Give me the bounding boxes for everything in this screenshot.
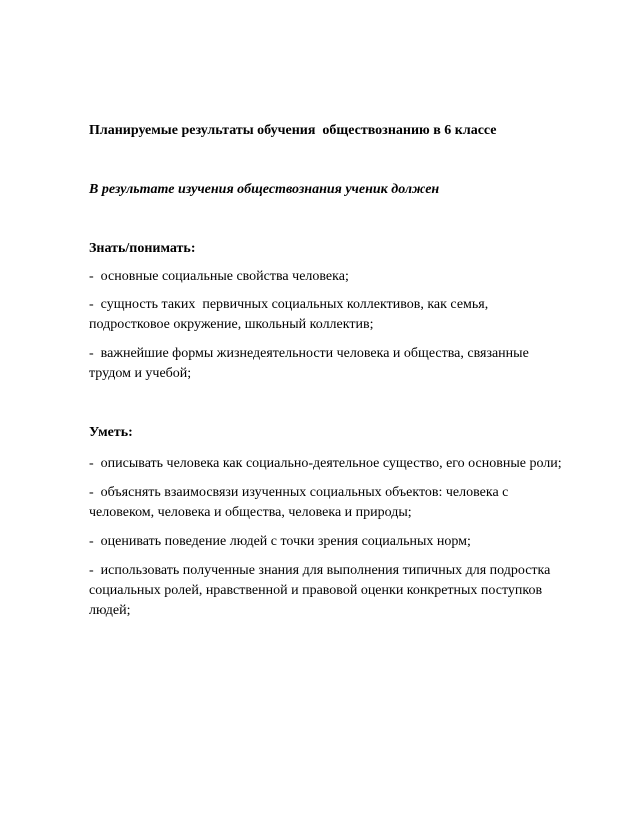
- know-item-3-line-2: трудом и учебой;: [89, 366, 192, 381]
- know-section-heading: Знать/понимать:: [89, 241, 196, 256]
- know-item-1-line-1: - основные социальные свойства человека;: [89, 269, 349, 284]
- know-item-3-line-1: - важнейшие формы жизнедеятельности человека и общества, связанные: [89, 346, 529, 361]
- skills-item-3-line-1: - оценивать поведение людей с точки зрения социальных норм;: [89, 534, 471, 549]
- document-title: Планируемые результаты обучения обществознанию в 6 классе: [89, 123, 497, 138]
- skills-item-4-line-3: людей;: [89, 603, 131, 618]
- skills-item-4-line-2: социальных ролей, нравственной и правовой оценки конкретных поступков: [89, 583, 543, 598]
- skills-item-4-line-1: - использовать полученные знания для выполнения типичных для подростка: [89, 563, 551, 578]
- skills-item-2-line-2: человеком, человека и общества, человека и природы;: [89, 505, 412, 520]
- document-subtitle: В результате изучения обществознания ученик должен: [89, 182, 440, 197]
- skills-item-2-line-1: - объяснять взаимосвязи изученных социальных объектов: человека с: [89, 485, 509, 500]
- know-item-2-line-1: - сущность таких первичных социальных коллективов, как семья,: [89, 297, 489, 312]
- skills-section-heading: Уметь:: [89, 425, 133, 440]
- skills-item-1-line-1: - описывать человека как социально-деятельное существо, его основные роли;: [89, 456, 562, 471]
- know-item-2-line-2: подростковое окружение, школьный коллектив;: [89, 317, 374, 332]
